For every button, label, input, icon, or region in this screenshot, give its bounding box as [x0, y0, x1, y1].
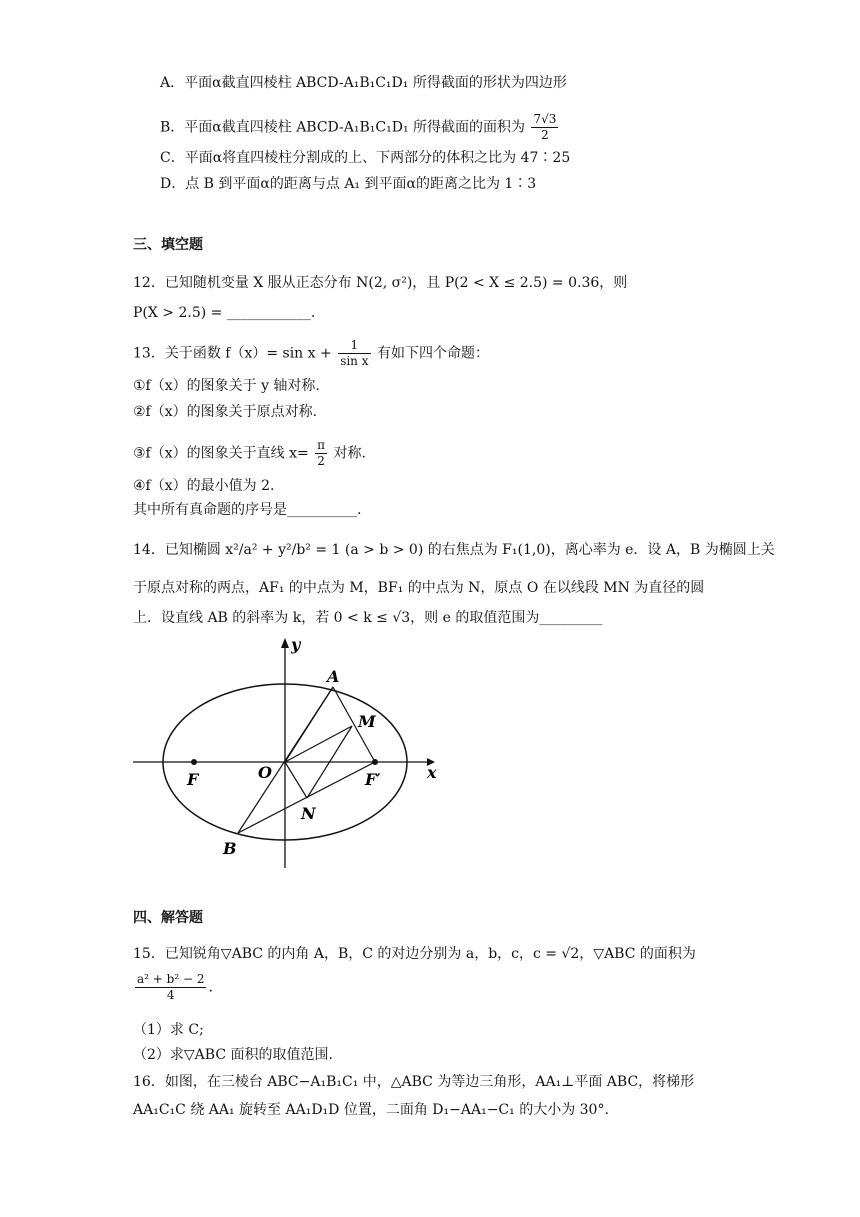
label-y: y	[291, 635, 301, 654]
label-n: N	[301, 804, 316, 823]
y-axis-arrow	[281, 638, 289, 648]
label-f: F	[187, 770, 199, 789]
q13-stem	[133, 338, 489, 369]
q12-line2: P(X > 2.5) = ____________.	[133, 305, 316, 321]
q13-p3-prefix: ③f（x）的图象关于直线 x=	[133, 445, 309, 462]
q15-frac-den: 4	[166, 988, 175, 1002]
focus-fprime-point	[372, 759, 378, 765]
label-m: M	[358, 712, 376, 731]
q15-line1: 15．已知锐角▽ABC 的内角 A，B，C 的对边分别为 a，b，c，c = √2，▽ABC 的面积为	[133, 946, 696, 962]
segment-om	[285, 726, 352, 762]
option-c: C．平面α将直四棱柱分割成的上、下两部分的体积之比为 47∶25	[160, 150, 571, 166]
section-answer-title: 四、解答题	[133, 910, 203, 926]
label-a: A	[327, 667, 340, 686]
q13-p3-num: π	[317, 438, 326, 452]
option-b	[160, 112, 560, 143]
q14-line3: 上．设直线 AB 的斜率为 k，若 0 < k ≤ √3，则 e 的取值范围为_________	[133, 610, 603, 626]
option-b-text: B．平面α截直四棱柱 ABCD-A₁B₁C₁D₁ 所得截面的面积为	[160, 119, 526, 136]
q15-part2: （2）求▽ABC 面积的取值范围.	[133, 1047, 333, 1063]
option-d: D．点 B 到平面α的距离与点 A₁ 到平面α的距离之比为 1∶3	[160, 176, 537, 192]
q13-frac-den: sin x	[340, 354, 369, 368]
q13-prefix: 13．关于函数 f（x）= sin x +	[133, 345, 332, 362]
q13-p3-suffix: 对称.	[333, 445, 366, 462]
label-o: O	[258, 763, 272, 782]
q13-fraction	[338, 338, 370, 369]
q14-line1: 14．已知椭圆 x²/a² + y²/b² = 1 (a > b > 0) 的右焦点为 F₁(1,0)，离心率为 e．设 A，B 为椭圆上关	[133, 542, 775, 558]
q15-fraction	[135, 972, 206, 1003]
q13-p3-den: 2	[317, 454, 325, 468]
q13-proposition-2: ②f（x）的图象关于原点对称.	[133, 404, 318, 420]
segment-on	[285, 762, 307, 798]
q12-line1: 12．已知随机变量 X 服从正态分布 N(2, σ²)，且 P(2 < X ≤ 2.5) = 0.36，则	[133, 275, 628, 291]
q13-frac-num: 1	[338, 338, 370, 354]
option-a: A．平面α截直四棱柱 ABCD-A₁B₁C₁D₁ 所得截面的形状为四边形	[160, 75, 567, 91]
label-fprime: F′	[365, 770, 381, 789]
ellipse-figure	[125, 632, 455, 872]
q13-proposition-3	[133, 438, 366, 469]
option-b-numerator: 7√3	[533, 112, 557, 126]
focus-f-point	[191, 759, 197, 765]
q13-proposition-4: ④f（x）的最小值为 2.	[133, 478, 275, 494]
option-b-denominator: 2	[541, 128, 549, 142]
label-x: x	[427, 763, 437, 782]
section-fill-in-title: 三、填空题	[133, 237, 203, 253]
q13-proposition-1: ①f（x）的图象关于 y 轴对称.	[133, 378, 320, 394]
q14-line2: 于原点对称的两点，AF₁ 的中点为 M，BF₁ 的中点为 N，原点 O 在以线段 MN 为直径的圆	[133, 580, 705, 596]
label-b: B	[223, 839, 237, 858]
option-b-fraction	[531, 112, 558, 143]
segment-oa-mid	[285, 687, 333, 762]
q13-p3-fraction	[315, 438, 327, 469]
q15-period: .	[208, 979, 213, 996]
q15-part1: （1）求 C;	[133, 1022, 204, 1038]
q13-suffix: 有如下四个命题：	[376, 345, 489, 362]
q16-line2: AA₁C₁C 绕 AA₁ 旋转至 AA₁D₁D 位置，二面角 D₁−AA₁−C₁ 的大小为 30°.	[133, 1102, 609, 1118]
q16-line1: 16．如图，在三棱台 ABC−A₁B₁C₁ 中，△ABC 为等边三角形，AA₁⊥平面 ABC，将梯形	[133, 1074, 695, 1090]
q13-question: 其中所有真命题的序号是__________.	[133, 502, 362, 518]
q15-area-expression	[133, 972, 213, 1003]
q15-frac-num: a² + b² − 2	[137, 972, 205, 986]
